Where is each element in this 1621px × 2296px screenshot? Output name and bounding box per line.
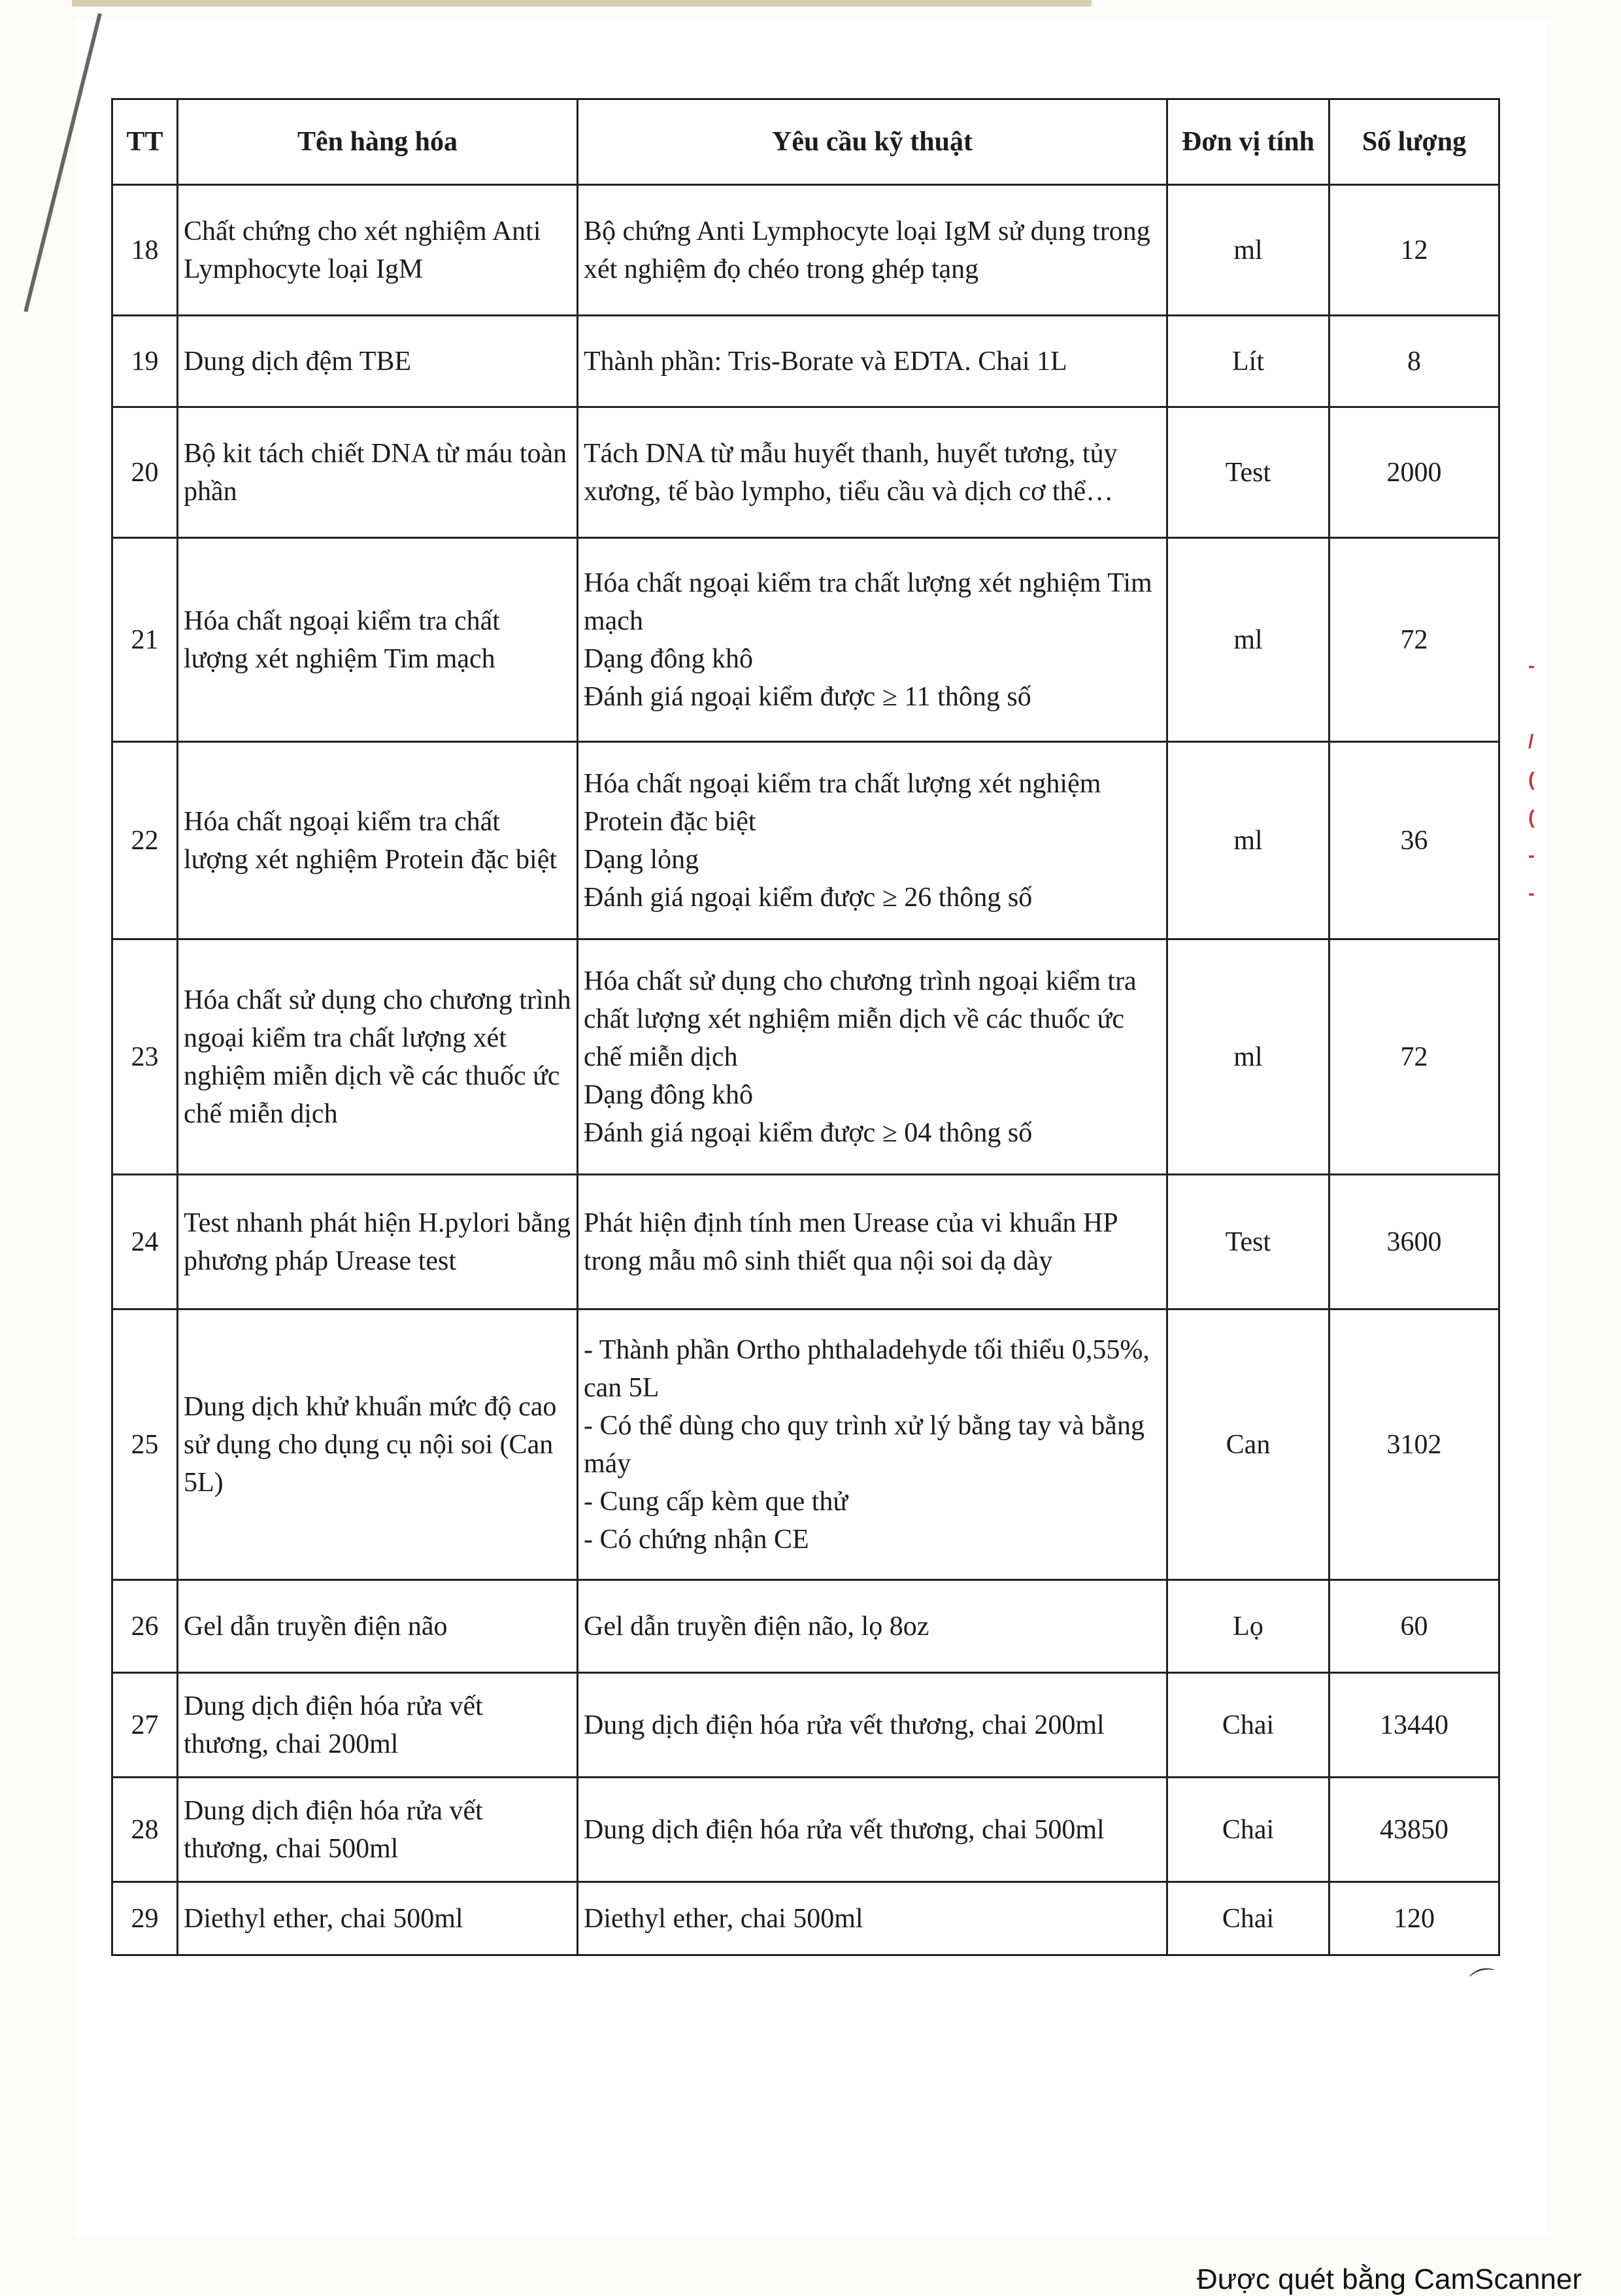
table-row [112, 185, 1499, 316]
cell-stt: 22 [112, 742, 178, 939]
cell-name: Bộ kit tách chiết DNA từ máu toàn phần [178, 407, 578, 538]
spec-line: - Có chứng nhận CE [584, 1524, 809, 1555]
pen-mark: ⌒ [1467, 1964, 1501, 2000]
table-row [112, 316, 1499, 407]
spec-line: Diethyl ether, chai 500ml [584, 1903, 863, 1934]
cell-unit: Lọ [1167, 1580, 1329, 1673]
cell-qty: 3102 [1329, 1309, 1499, 1580]
cell-spec [578, 1175, 1167, 1309]
table-row [112, 1580, 1499, 1673]
spec-line: Bộ chứng Anti Lymphocyte loại IgM sử dụng trong xét nghiệm đọ chéo trong ghép tạng [584, 216, 1150, 284]
cell-qty: 36 [1329, 742, 1499, 939]
cell-unit: Test [1167, 407, 1329, 538]
cell-stt: 26 [112, 1580, 178, 1673]
table-row [112, 939, 1499, 1175]
cell-unit: Can [1167, 1309, 1329, 1580]
cell-name: Chất chứng cho xét nghiệm Anti Lymphocyte loại IgM [178, 185, 578, 316]
cell-stt: 21 [112, 538, 178, 742]
cell-spec [578, 1882, 1167, 1955]
spec-line: Dung dịch điện hóa rửa vết thương, chai 500ml [584, 1814, 1105, 1845]
table-row [112, 742, 1499, 939]
header-name: Tên hàng hóa [178, 99, 578, 185]
cell-unit: ml [1167, 185, 1329, 316]
cell-name: Dung dịch khử khuẩn mức độ cao sử dụng cho dụng cụ nội soi (Can 5L) [178, 1309, 578, 1580]
spec-line: Dạng lỏng [584, 844, 699, 875]
cell-unit: ml [1167, 742, 1329, 939]
cell-name: Dung dịch điện hóa rửa vết thương, chai 500ml [178, 1778, 578, 1882]
cell-unit: Test [1167, 1175, 1329, 1309]
cell-unit: Lít [1167, 316, 1329, 407]
cell-spec [578, 1580, 1167, 1673]
cell-stt: 25 [112, 1309, 178, 1580]
cell-qty: 120 [1329, 1882, 1499, 1955]
cell-spec [578, 538, 1167, 742]
header-spec: Yêu cầu kỹ thuật [578, 99, 1167, 185]
spec-line: Hóa chất ngoại kiểm tra chất lượng xét nghiệm Protein đặc biệt [584, 768, 1101, 837]
red-stamp-edge: - / ( ( - - [1528, 655, 1535, 904]
cell-unit: ml [1167, 939, 1329, 1175]
scan-edge [72, 0, 1092, 7]
cell-name: Dung dịch điện hóa rửa vết thương, chai 200ml [178, 1673, 578, 1778]
cell-qty: 12 [1329, 185, 1499, 316]
table-row [112, 1175, 1499, 1309]
cell-spec [578, 1309, 1167, 1580]
header-stt: TT [112, 99, 178, 185]
cell-name: Dung dịch đệm TBE [178, 316, 578, 407]
scanner-watermark: Được quét bằng CamScanner [1196, 2263, 1582, 2295]
cell-stt: 27 [112, 1673, 178, 1778]
cell-name: Hóa chất ngoại kiểm tra chất lượng xét nghiệm Tim mạch [178, 538, 578, 742]
cell-qty: 13440 [1329, 1673, 1499, 1778]
cell-stt: 19 [112, 316, 178, 407]
cell-qty: 2000 [1329, 407, 1499, 538]
spec-line: Phát hiện định tính men Urease của vi khuẩn HP trong mẫu mô sinh thiết qua nội soi dạ dày [584, 1207, 1118, 1276]
spec-line: - Thành phần Ortho phthaladehyde tối thiểu 0,55%, can 5L [584, 1334, 1150, 1403]
cell-stt: 29 [112, 1882, 178, 1955]
table-row [112, 1673, 1499, 1778]
cell-stt: 24 [112, 1175, 178, 1309]
header-unit: Đơn vị tính [1167, 99, 1329, 185]
spec-line: Hóa chất sử dụng cho chương trình ngoại kiểm tra chất lượng xét nghiệm miễn dịch về các thuốc ức chế miễn dịch [584, 966, 1137, 1072]
header-qty: Số lượng [1329, 99, 1499, 185]
cell-qty: 72 [1329, 538, 1499, 742]
cell-spec [578, 185, 1167, 316]
cell-qty: 72 [1329, 939, 1499, 1175]
cell-name: Hóa chất ngoại kiểm tra chất lượng xét nghiệm Protein đặc biệt [178, 742, 578, 939]
spec-line: Đánh giá ngoại kiểm được ≥ 11 thông số [584, 681, 1031, 712]
cell-spec [578, 316, 1167, 407]
cell-name: Gel dẫn truyền điện não [178, 1580, 578, 1673]
spec-line: Hóa chất ngoại kiểm tra chất lượng xét nghiệm Tim mạch [584, 567, 1152, 636]
table-row [112, 1778, 1499, 1882]
spec-line: Gel dẫn truyền điện não, lọ 8oz [584, 1611, 929, 1642]
cell-qty: 3600 [1329, 1175, 1499, 1309]
cell-stt: 20 [112, 407, 178, 538]
spec-line: - Có thể dùng cho quy trình xử lý bằng tay và bằng máy [584, 1410, 1145, 1479]
cell-stt: 28 [112, 1778, 178, 1882]
spec-line: Đánh giá ngoại kiểm được ≥ 04 thông số [584, 1117, 1033, 1148]
spec-line: - Cung cấp kèm que thử [584, 1486, 848, 1517]
table-row [112, 407, 1499, 538]
cell-spec [578, 407, 1167, 538]
cell-name: Test nhanh phát hiện H.pylori bằng phương pháp Urease test [178, 1175, 578, 1309]
cell-name: Diethyl ether, chai 500ml [178, 1882, 578, 1955]
cell-unit: Chai [1167, 1673, 1329, 1778]
table-row [112, 1882, 1499, 1955]
spec-line: Dung dịch điện hóa rửa vết thương, chai 200ml [584, 1710, 1105, 1740]
cell-unit: Chai [1167, 1778, 1329, 1882]
spec-line: Thành phần: Tris-Borate và EDTA. Chai 1L [584, 346, 1067, 377]
spec-line: Dạng đông khô [584, 1079, 753, 1110]
cell-spec [578, 742, 1167, 939]
table-row [112, 538, 1499, 742]
spec-line: Đánh giá ngoại kiểm được ≥ 26 thông số [584, 882, 1033, 913]
cell-stt: 18 [112, 185, 178, 316]
table-header-row [112, 99, 1499, 185]
spec-line: Tách DNA từ mẫu huyết thanh, huyết tương, tủy xương, tế bào lympho, tiểu cầu và dịch cơ thể… [584, 438, 1118, 507]
cell-qty: 8 [1329, 316, 1499, 407]
cell-name: Hóa chất sử dụng cho chương trình ngoại kiểm tra chất lượng xét nghiệm miễn dịch về các thuốc ức chế miễn dịch [178, 939, 578, 1175]
goods-table [111, 98, 1500, 1956]
cell-spec [578, 939, 1167, 1175]
cell-stt: 23 [112, 939, 178, 1175]
cell-unit: ml [1167, 538, 1329, 742]
cell-spec [578, 1673, 1167, 1778]
cell-spec [578, 1778, 1167, 1882]
cell-unit: Chai [1167, 1882, 1329, 1955]
cell-qty: 60 [1329, 1580, 1499, 1673]
spec-line: Dạng đông khô [584, 643, 753, 674]
table-body [112, 185, 1499, 1955]
cell-qty: 43850 [1329, 1778, 1499, 1882]
table-row [112, 1309, 1499, 1580]
